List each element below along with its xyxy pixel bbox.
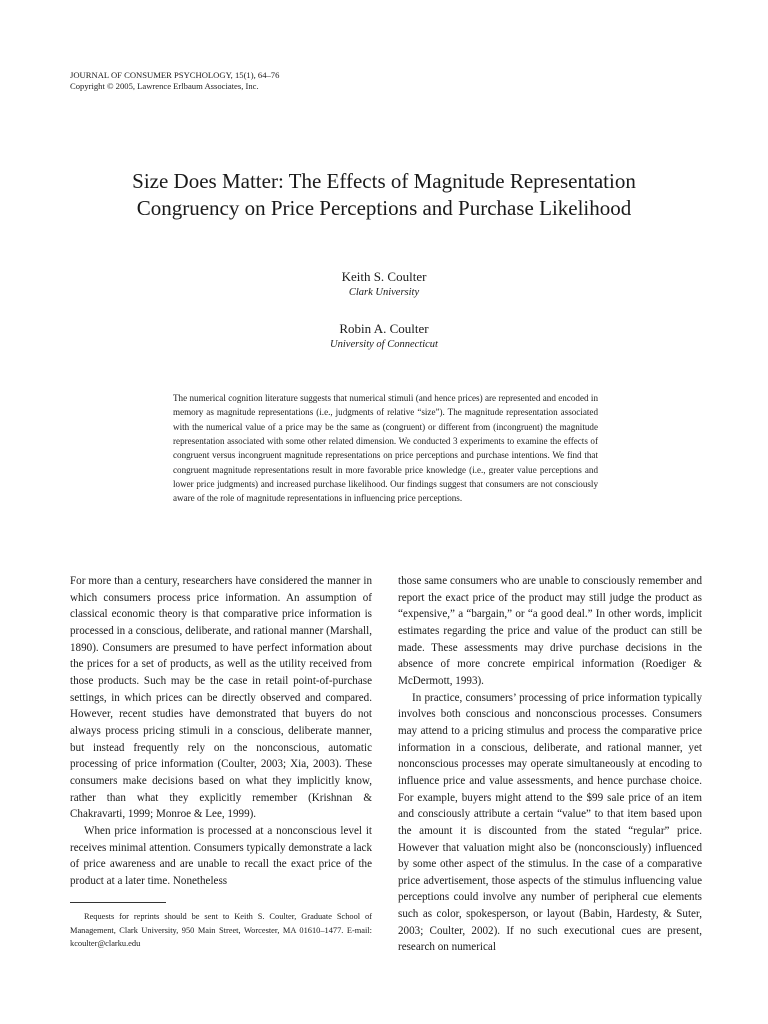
abstract: The numerical cognition literature suggests that numerical stimuli (and hence prices) are represented and encoded in memory as magnitude representations (i.e., judgments of relative “size”). The magnitude representation associated with the numerical value of a price may be the same as (congruent) or different from (incongruent) the magnitude representation associated with some other related dimension. We conducted 3 experiments to examine the effects of congruent versus incongruent magnitude representations on price perceptions and purchase intentions. We find that congruent magnitude representations result in more favorable price knowledge (i.e., greater value perceptions and lower price judgments) and increased purchase likelihood. Our findings suggest that consumers are not consciously aware of the role of magnitude representations in influencing price perceptions. — [173, 393, 598, 504]
body-paragraph: For more than a century, researchers have considered the manner in which consumers process price information. An assumption of classical economic theory is that comparative price information is processed in a conscious, deliberate, and rational manner (Marshall, 1890). Consumers are presumed to have perfect information about the prices for a set of products, as well as the utility received from those products. Such may be the case in retail point-of-purchase settings, in which prices can be directly observed and compared. However, recent studies have demonstrated that buyers do not always process pricing stimuli in a conscious, deliberate manner, but instead frequently rely on the nonconscious, automatic processing of price information (Coulter, 2003; Xia, 2003). These consumers make decisions based on what they implicitly know, rather than what they explicitly remember (Krishnan & Chakravarti, 1999; Monroe & Lee, 1999). — [70, 575, 372, 821]
body-paragraph: those same consumers who are unable to consciously remember and report the exact price of the product may still judge the product as “expensive,” a “bargain,” or “a good deal.” In other words, implicit estimates regarding the price and value of the product can still be made. These assessments may drive purchase decisions in the absence of more concrete empirical information (Roediger & McDermott, 1993). — [398, 575, 702, 687]
author-name: Robin A. Coulter — [339, 321, 429, 336]
author-name: Keith S. Coulter — [341, 269, 427, 284]
journal-header — [70, 70, 470, 92]
footnote: Requests for reprints should be sent to Keith S. Coulter, Graduate School of Management, Clark University, 950 Main Street, Worcester, MA 01610–1477. E-mail: kcoulter@clarku.edu — [70, 912, 372, 948]
body-paragraph: In practice, consumers’ processing of price information typically involves both conscious and nonconscious processes. Consumers may attend to a pricing stimulus and process the comparative price information in a conscious, deliberate, and rational manner, yet nonconscious processes may operate simultaneously at encoding to influence price and value assessments, and hence purchase choice. For example, buyers might attend to the $99 sale price of an item and consciously attribute a certain “value” to that item based upon the amount it is discounted from the stated “regular” price. However that valuation might also be (nonconsciously) influenced by some other aspect of the stimulus. In the case of a comparative price advertisement, those aspects of the stimulus influencing value perceptions could involve any number of peripheral cue elements such as color, spokesperson, or layout (Babin, Hardesty, & Suter, 2003; Coulter, 2002). If no such executional cues are present, research on numerical — [398, 691, 702, 954]
copyright-notice: Copyright © 2005, Lawrence Erlbaum Associates, Inc. — [70, 81, 259, 91]
footnote-divider — [70, 902, 166, 903]
author-1 — [0, 268, 768, 300]
author-affiliation: University of Connecticut — [330, 339, 438, 350]
journal-citation: JOURNAL OF CONSUMER PSYCHOLOGY, 15(1), 64–76 — [70, 70, 280, 80]
body-column-right — [398, 573, 702, 956]
author-affiliation: Clark University — [348, 287, 420, 298]
author-2 — [0, 320, 768, 352]
body-column-left — [70, 573, 372, 889]
paper-title: Size Does Matter: The Effects of Magnitude Representation Congruency on Price Perceptions and Purchase Likelihood — [132, 169, 636, 220]
body-paragraph: When price information is processed at a nonconscious level it receives minimal attention. Consumers typically demonstrate a lack of price awareness and are unable to recall the exact price of the product at a later time. Nonetheless — [70, 824, 372, 887]
